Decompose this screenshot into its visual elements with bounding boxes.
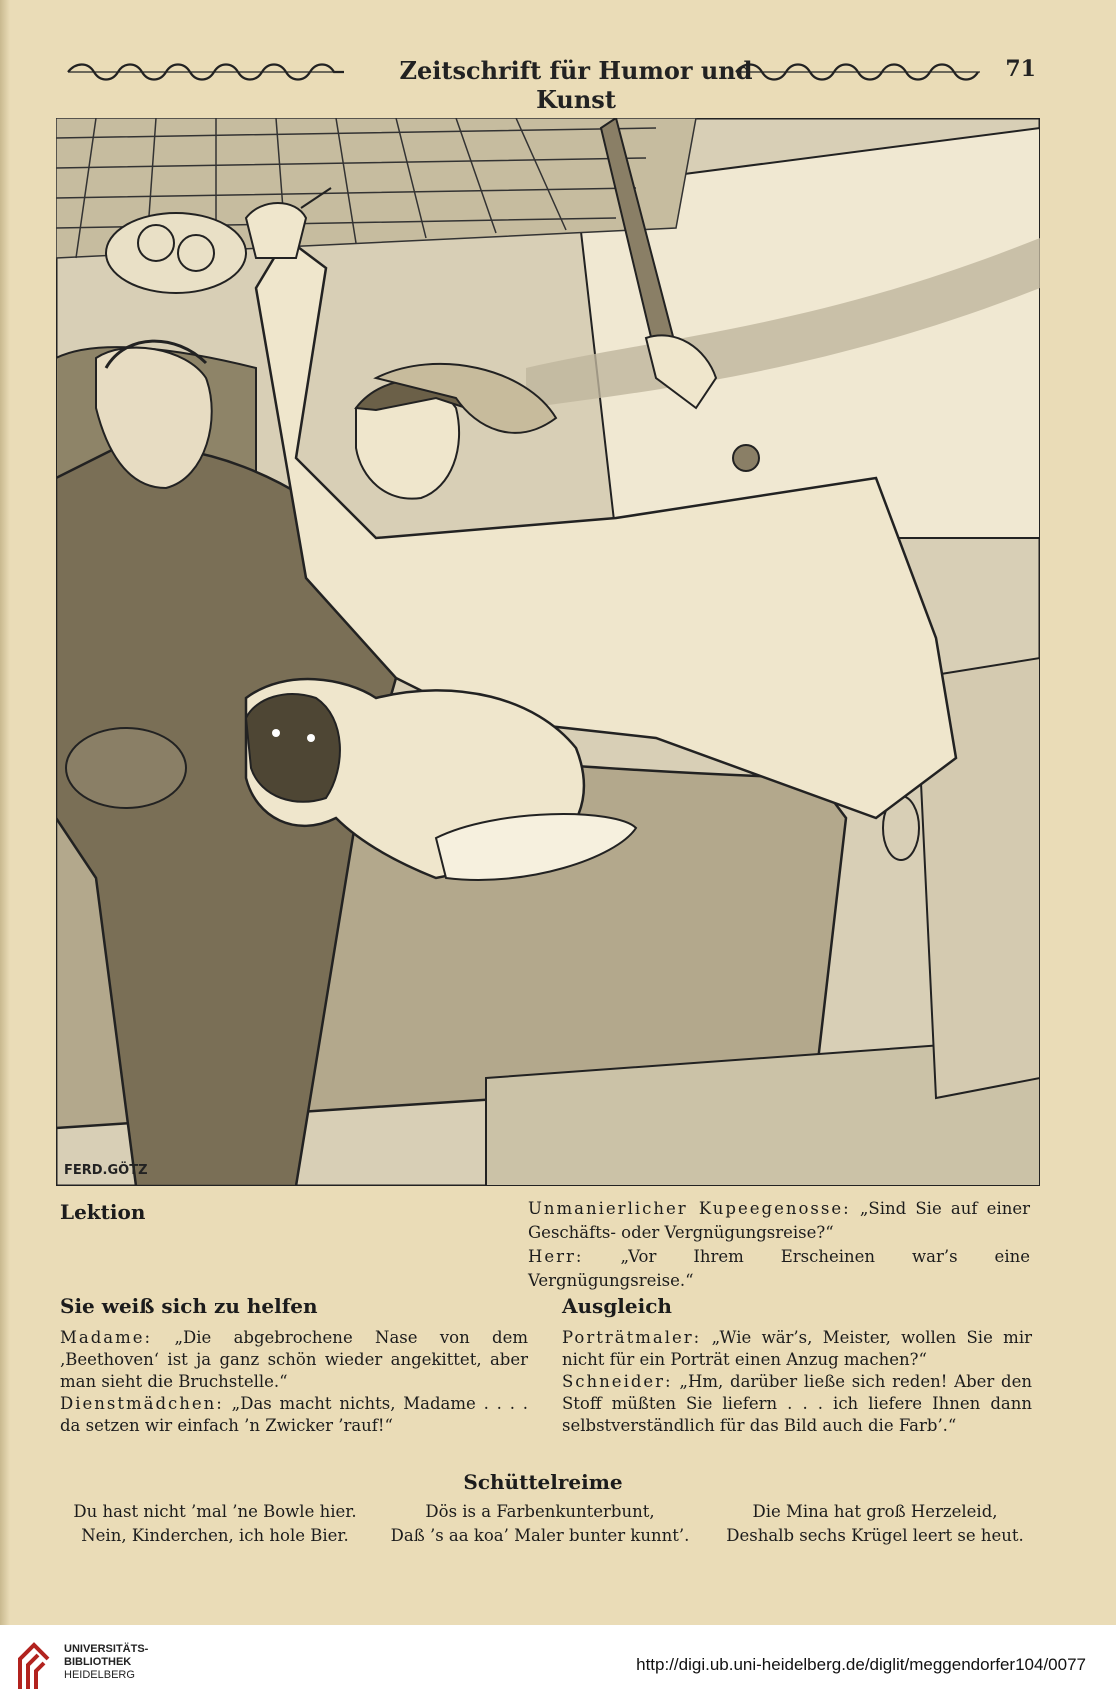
lektion-speaker-2: Herr:	[528, 1247, 584, 1266]
library-name	[64, 1643, 148, 1682]
digitization-footer	[0, 1625, 1116, 1705]
rhyme-3-line-2: Deshalb sechs Krügel leert se heut.	[726, 1526, 1024, 1545]
source-url[interactable]: http://digi.ub.uni-heidelberg.de/diglit/meggendorfer104/0077	[636, 1655, 1086, 1674]
library-logo-icon	[14, 1639, 56, 1693]
rhyme-1	[60, 1500, 370, 1548]
lektion-text-1: „Sind Sie auf einer Geschäfts- oder Vergnügungsreise?“	[528, 1199, 1030, 1242]
helfen-text-1: „Die abgebrochene Nase von dem ‚Beethoven‘ ist ja ganz schön wieder angekittet, aber man sieht die Bruchstelle.“	[60, 1328, 529, 1391]
magazine-title: Zeitschrift für Humor und Kunst	[399, 56, 753, 114]
ausgleich-text-1: „Wie wär’s, Meister, wollen Sie mir nicht für ein Porträt einen Anzug machen?“	[562, 1328, 1032, 1369]
library-name-line-3: HEIDELBERG	[64, 1669, 135, 1681]
page-edge	[0, 0, 10, 1625]
library-name-line-1: UNIVERSITÄTS-	[64, 1643, 149, 1655]
rhyme-2-line-1: Dös is a Farbenkunterbunt,	[425, 1502, 655, 1521]
lektion-speaker-1: Unmanierlicher Kupeegenosse:	[528, 1199, 851, 1218]
page-header	[66, 52, 1036, 114]
ausgleich-speaker-1: Porträtmaler:	[562, 1328, 702, 1347]
header-ornament-left	[66, 60, 346, 84]
artist-signature: FERD.GÖTZ	[64, 1163, 148, 1178]
helfen-text-2: „Das macht nichts, Madame . . . . da setzen wir einfach ’n Zwicker ’rauf!“	[60, 1394, 528, 1435]
rhyme-2	[380, 1500, 700, 1548]
helfen-speaker-1: Madame:	[60, 1328, 153, 1347]
helfen-title: Sie weiß sich zu helfen	[60, 1294, 318, 1318]
schuettelreime-title: Schüttelreime	[463, 1470, 623, 1494]
helfen-dialogue	[60, 1327, 528, 1437]
lektion-dialogue	[528, 1197, 1030, 1293]
ausgleich-text-2: „Hm, darüber ließe sich reden! Aber den Stoff müßten Sie liefern . . . ich liefere Ihnen dann selbstverständlich für das Bild auch die Farb’.“	[562, 1372, 1033, 1435]
rhyme-1-line-1: Du hast nicht ’mal ’ne Bowle hier.	[73, 1502, 357, 1521]
rhyme-2-line-2: Daß ’s aa koa’ Maler bunter kunnt’.	[390, 1526, 690, 1545]
rhyme-3-line-1: Die Mina hat groß Herzeleid,	[752, 1502, 998, 1521]
ausgleich-title: Ausgleich	[562, 1294, 672, 1318]
lektion-text-2: „Vor Ihrem Erscheinen war’s eine Vergnügungsreise.“	[528, 1247, 1030, 1290]
lektion-title: Lektion	[60, 1200, 146, 1224]
train-compartment-illustration	[56, 118, 1040, 1186]
ausgleich-dialogue	[562, 1327, 1032, 1437]
page-number: 71	[1005, 56, 1036, 82]
rhyme-1-line-2: Nein, Kinderchen, ich hole Bier.	[81, 1526, 349, 1545]
header-ornament-right	[734, 60, 984, 84]
rhyme-3	[710, 1500, 1040, 1548]
ausgleich-speaker-2: Schneider:	[562, 1372, 673, 1391]
helfen-speaker-2: Dienstmädchen:	[60, 1394, 224, 1413]
library-name-line-2: BIBLIOTHEK	[64, 1656, 132, 1668]
